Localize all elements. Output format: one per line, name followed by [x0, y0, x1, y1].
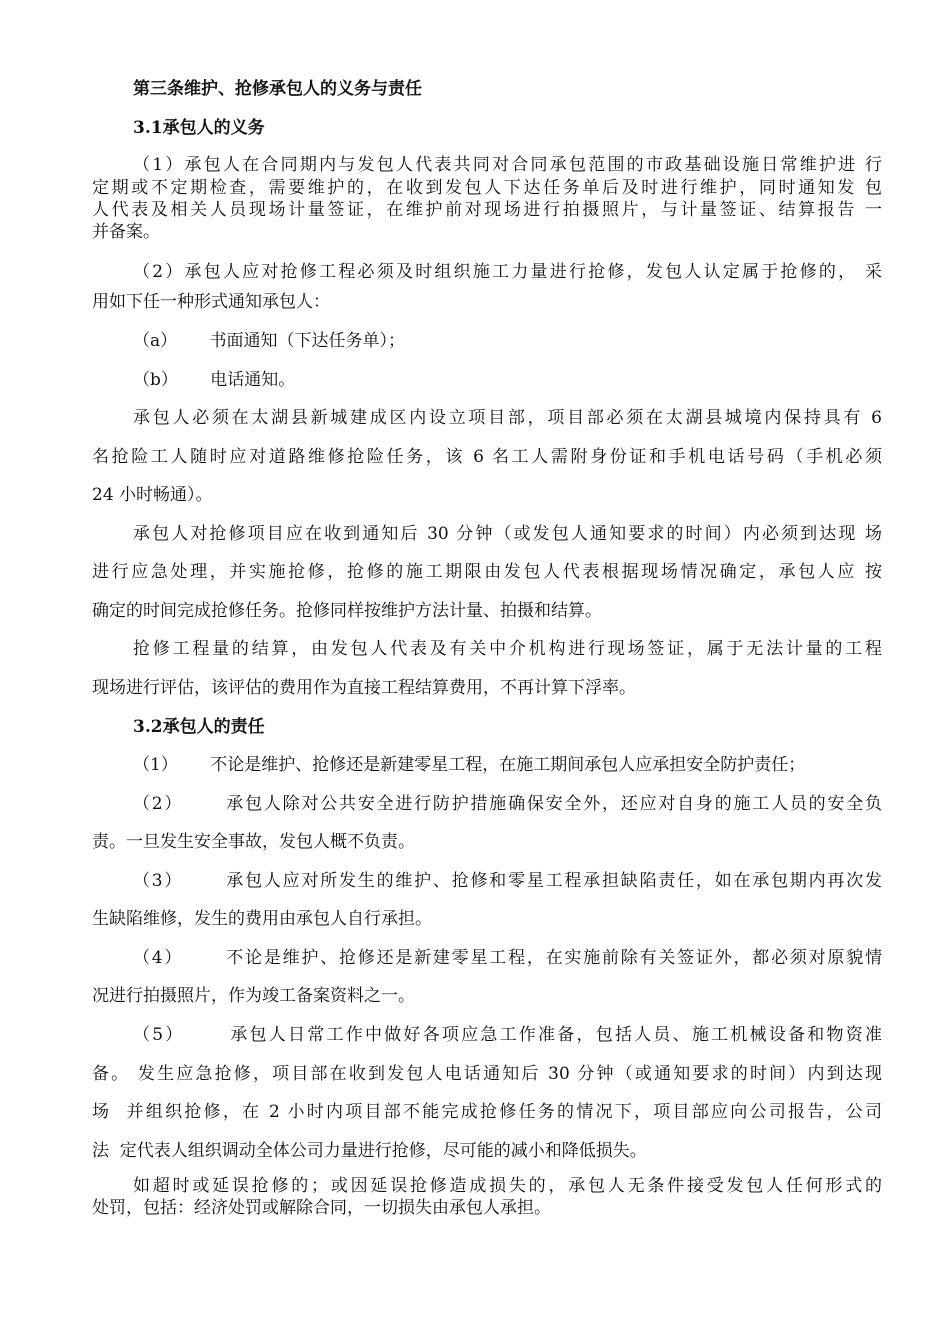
paragraph-line: 现场进行评估，该评估的费用作为直接工程结算费用，不再计算下浮率。 — [92, 678, 636, 698]
paragraph-line: 法 定代表人组织调动全体公司力量进行抢修，尽可能的减小和降低损失。 — [92, 1141, 647, 1161]
paragraph-line: 承包人必须在太湖县新城建成区内设立项目部，项目部必须在太湖县城境内保持具有 6 — [133, 408, 882, 428]
list-item: （1） 不论是维护、抢修还是新建零星工程，在施工期间承包人应承担安全防护责任； — [133, 755, 806, 775]
paragraph-line: （2）承包人应对抢修工程必须及时组织施工力量进行抢修，发包人认定属于抢修的， 采 — [133, 262, 882, 282]
paragraph-line: 场 并组织抢修，在 2 小时内项目部不能完成抢修任务的情况下，项目部应向公司报告，公司 — [92, 1102, 882, 1122]
paragraph-line: 处罚，包括：经济处罚或解除合同，一切损失由承包人承担。 — [92, 1198, 551, 1218]
paragraph-line: （1）承包人在合同期内与发包人代表共同对合同承包范围的市政基础设施日常维护进 行 — [133, 155, 882, 175]
paragraph-line: 如超时或延误抢修的；或因延误抢修造成损失的，承包人无条件接受发包人任何形式的 — [133, 1176, 882, 1196]
list-item: （2） 承包人除对公共安全进行防护措施确保安全外，还应对自身的施工人员的安全负 — [133, 794, 882, 814]
paragraph-line: 用如下任一种形式通知承包人： — [92, 292, 330, 312]
paragraph-line: 名抢险工人随时应对道路维修抢险任务，该 6 名工人需附身份证和手机电话号码（手机必须 — [92, 447, 882, 467]
paragraph-line: 备。 发生应急抢修，项目部在收到发包人电话通知后 30 分钟（或通知要求的时间）内到达现 — [92, 1064, 882, 1084]
list-item: （3） 承包人应对所发生的维护、抢修和零星工程承担缺陷责任，如在承包期内再次发 — [133, 871, 882, 891]
paragraph-line: 承包人对抢修项目应在收到通知后 30 分钟（或发包人通知要求的时间）内必须到达现 场 — [133, 524, 882, 544]
paragraph-line: 24 小时畅通）。 — [92, 485, 213, 505]
list-item: （5） 承包人日常工作中做好各项应急工作准备，包括人员、施工机械设备和物资准 — [133, 1025, 882, 1045]
list-item: （4） 不论是维护、抢修还是新建零星工程，在实施前除有关签证外，都必须对原貌情 — [133, 948, 882, 968]
paragraph-line: 人代表及相关人员现场计量签证，在维护前对现场进行拍摄照片，与计量签证、结算报告 一 — [92, 200, 882, 220]
paragraph-line: 生缺陷维修，发生的费用由承包人自行承担。 — [92, 909, 432, 929]
paragraph-line: 抢修工程量的结算，由发包人代表及有关中介机构进行现场签证，属于无法计量的工程 — [133, 639, 882, 659]
paragraph-line: 责。一旦发生安全事故，发包人概不负责。 — [92, 832, 415, 852]
list-item: （a） 书面通知（下达任务单）； — [133, 331, 406, 351]
paragraph-line: 况进行拍摄照片，作为竣工备案资料之一。 — [92, 986, 415, 1006]
paragraph-line: 确定的时间完成抢修任务。抢修同样按维护方法计量、拍摄和结算。 — [92, 601, 602, 621]
section-heading-responsibilities: 3.2承包人的责任 — [133, 717, 265, 737]
paragraph-line: 定期或不定期检查，需要维护的，在收到发包人下达任务单后及时进行维护，同时通知发 包 — [92, 178, 882, 198]
paragraph-line: 并备案。 — [92, 222, 160, 242]
list-item: （b） 电话通知。 — [133, 370, 296, 390]
article-heading: 第三条维护、抢修承包人的义务与责任 — [133, 79, 422, 99]
paragraph-line: 进行应急处理，并实施抢修，抢修的施工期限由发包人代表根据现场情况确定，承包人应 按 — [92, 562, 882, 582]
section-heading-obligations: 3.1承包人的义务 — [133, 118, 265, 138]
